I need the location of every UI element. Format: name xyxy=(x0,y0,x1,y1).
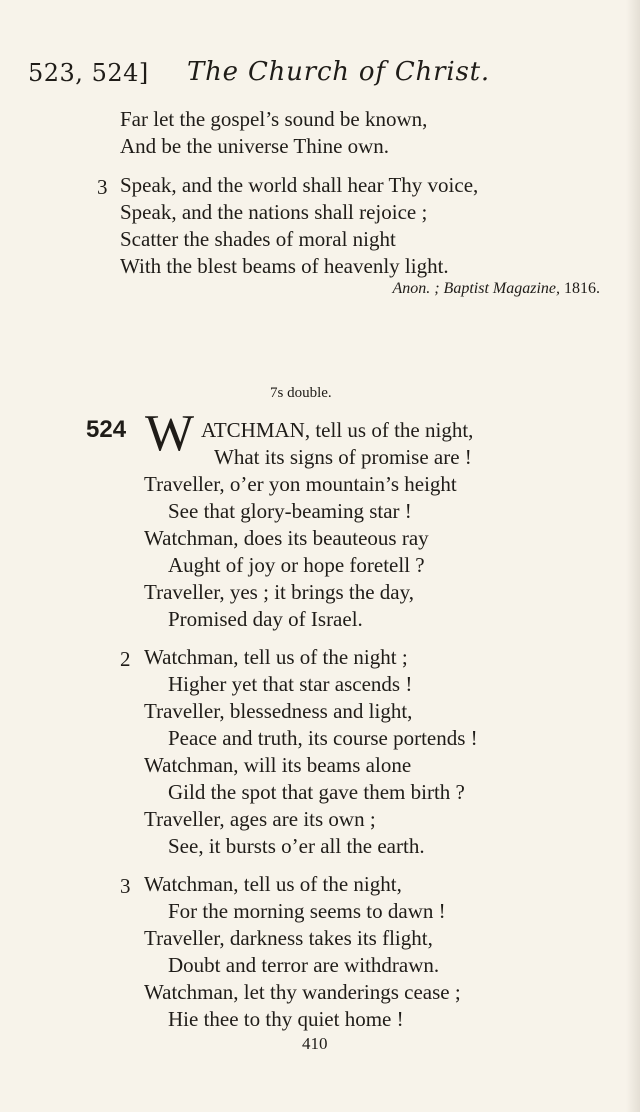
stanza-number: 2 xyxy=(120,647,131,671)
verse-line: Promised day of Israel. xyxy=(168,607,363,631)
header-hymn-numbers: 523, 524] xyxy=(28,59,149,87)
verse-line: Traveller, blessedness and light, xyxy=(144,699,413,723)
verse-line: Traveller, darkness takes its flight, xyxy=(144,926,433,950)
verse-line: For the morning seems to dawn ! xyxy=(168,899,446,923)
verse-line: Watchman, tell us of the night, xyxy=(144,872,402,896)
verse-line: Speak, and the world shall hear Thy voice, xyxy=(120,173,479,197)
verse-line: Gild the spot that gave them birth ? xyxy=(168,780,465,804)
verse-line: Watchman, will its beams alone xyxy=(144,753,412,777)
verse-line: See, it bursts o’er all the earth. xyxy=(168,834,425,858)
verse-line: Higher yet that star ascends ! xyxy=(168,672,413,696)
attribution-author: Anon. ; Baptist Magazine, xyxy=(392,280,560,297)
stanza-number: 3 xyxy=(120,874,131,898)
verse-line: Doubt and terror are withdrawn. xyxy=(168,953,440,977)
attribution-year: 1816. xyxy=(564,280,600,297)
attribution xyxy=(392,280,600,298)
page-edge-shadow xyxy=(626,0,640,1112)
hymn-meter: 7s double. xyxy=(270,385,332,401)
verse-line: Aught of joy or hope foretell ? xyxy=(168,553,425,577)
page-number: 410 xyxy=(302,1034,328,1053)
page-title: The Church of Christ. xyxy=(187,57,490,87)
verse-line: What its signs of promise are ! xyxy=(214,445,472,469)
verse-line: And be the universe Thine own. xyxy=(120,134,390,158)
verse-line: ATCHMAN, tell us of the night, xyxy=(201,418,474,442)
verse-line: With the blest beams of heavenly light. xyxy=(120,254,449,278)
verse-line: Hie thee to thy quiet home ! xyxy=(168,1007,404,1031)
verse-line: Traveller, o’er yon mountain’s height xyxy=(144,472,457,496)
verse-line: Far let the gospel’s sound be known, xyxy=(120,107,428,131)
verse-line: Traveller, ages are its own ; xyxy=(144,807,376,831)
verse-line: Speak, and the nations shall rejoice ; xyxy=(120,200,428,224)
verse-line: Watchman, tell us of the night ; xyxy=(144,645,408,669)
stanza-number: 3 xyxy=(97,175,108,199)
hymn-number: 524 xyxy=(86,416,127,443)
verse-line: Traveller, yes ; it brings the day, xyxy=(144,580,414,604)
verse-line: Watchman, does its beauteous ray xyxy=(144,526,429,550)
verse-line: Scatter the shades of moral night xyxy=(120,227,396,251)
verse-line: Peace and truth, its course portends ! xyxy=(168,726,478,750)
verse-line: Watchman, let thy wanderings cease ; xyxy=(144,980,461,1004)
verse-line: See that glory-beaming star ! xyxy=(168,499,412,523)
drop-cap: W xyxy=(145,405,195,462)
